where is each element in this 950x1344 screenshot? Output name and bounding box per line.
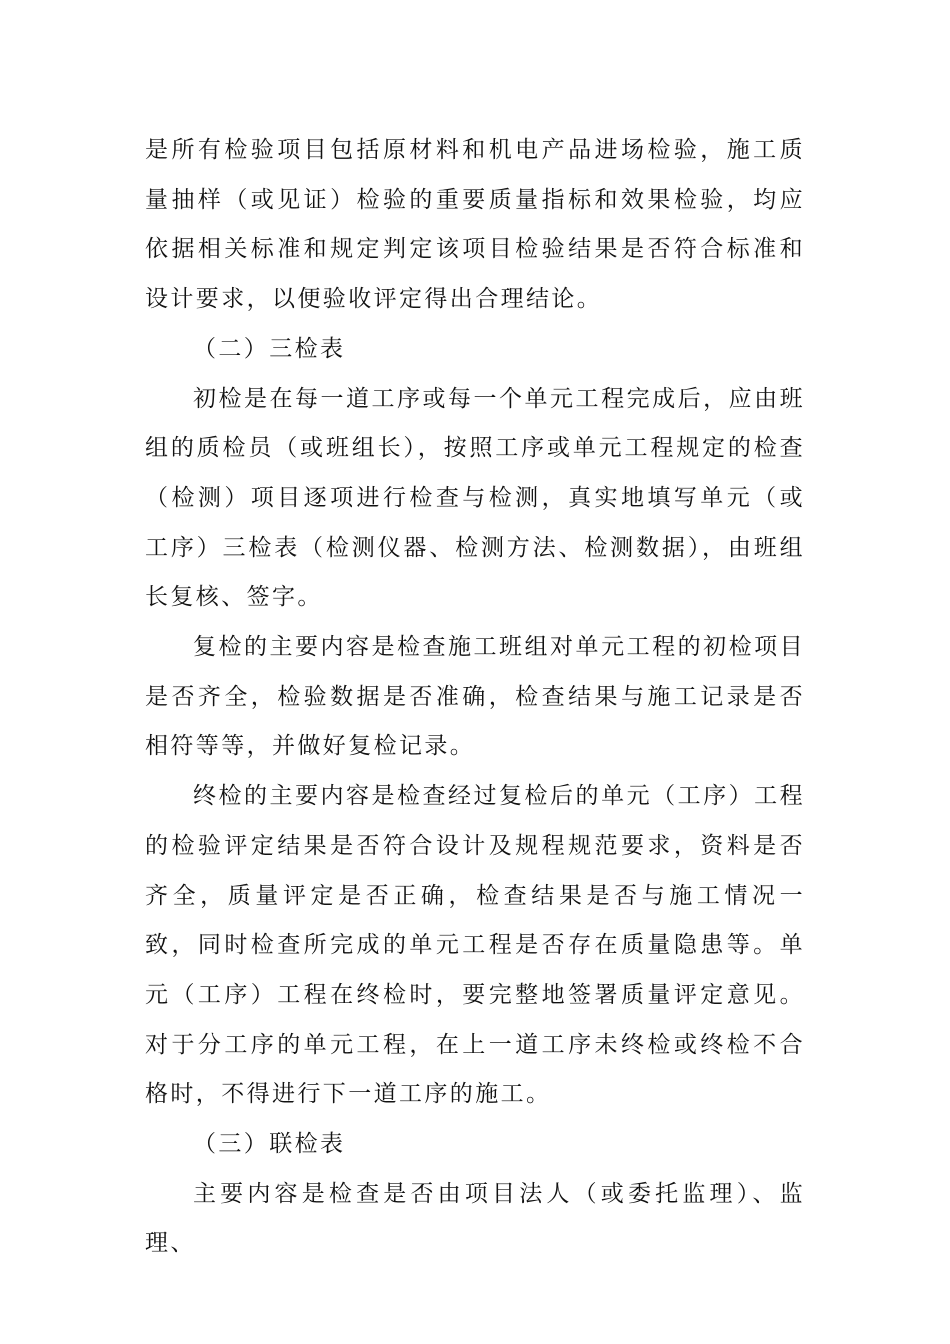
paragraph-joint-inspection: 主要内容是检查是否由项目法人（或委托监理）、监理、 xyxy=(145,1180,805,1257)
paragraph-initial-inspection: 初检是在每一道工序或每一个单元工程完成后，应由班组的质检员（或班组长），按照工序或单元工程规定的检查（检测）项目逐项进行检查与检测，真实地填写单元（或工序）三检表（检测仪器、检测方法、检测数据），由班组长复核、签字。 xyxy=(145,385,805,611)
paragraph-final-inspection: 终检的主要内容是检查经过复检后的单元（工序）工程的检验评定结果是否符合设计及规程规范要求，资料是否齐全，质量评定是否正确，检查结果是否与施工情况一致，同时检查所完成的单元工程是否存在质量隐患等。单元（工序）工程在终检时，要完整地签署质量评定意见。对于分工序的单元工程，在上一道工序未终检或终检不合格时，不得进行下一道工序的施工。 xyxy=(145,783,805,1108)
paragraph-re-inspection: 复检的主要内容是检查施工班组对单元工程的初检项目是否齐全，检验数据是否准确，检查结果与施工记录是否相符等等，并做好复检记录。 xyxy=(145,634,805,760)
paragraph-continuation: 是所有检验项目包括原材料和机电产品进场检验，施工质量抽样（或见证）检验的重要质量指标和效果检验，均应依据相关标准和规定判定该项目检验结果是否符合标准和设计要求，以便验收评定得出合理结论。 xyxy=(145,137,805,313)
document-body xyxy=(145,126,805,1269)
section-heading-joint-inspection-form: （三）联检表 xyxy=(193,1131,346,1158)
section-heading-three-inspection-form: （二）三检表 xyxy=(193,335,346,362)
